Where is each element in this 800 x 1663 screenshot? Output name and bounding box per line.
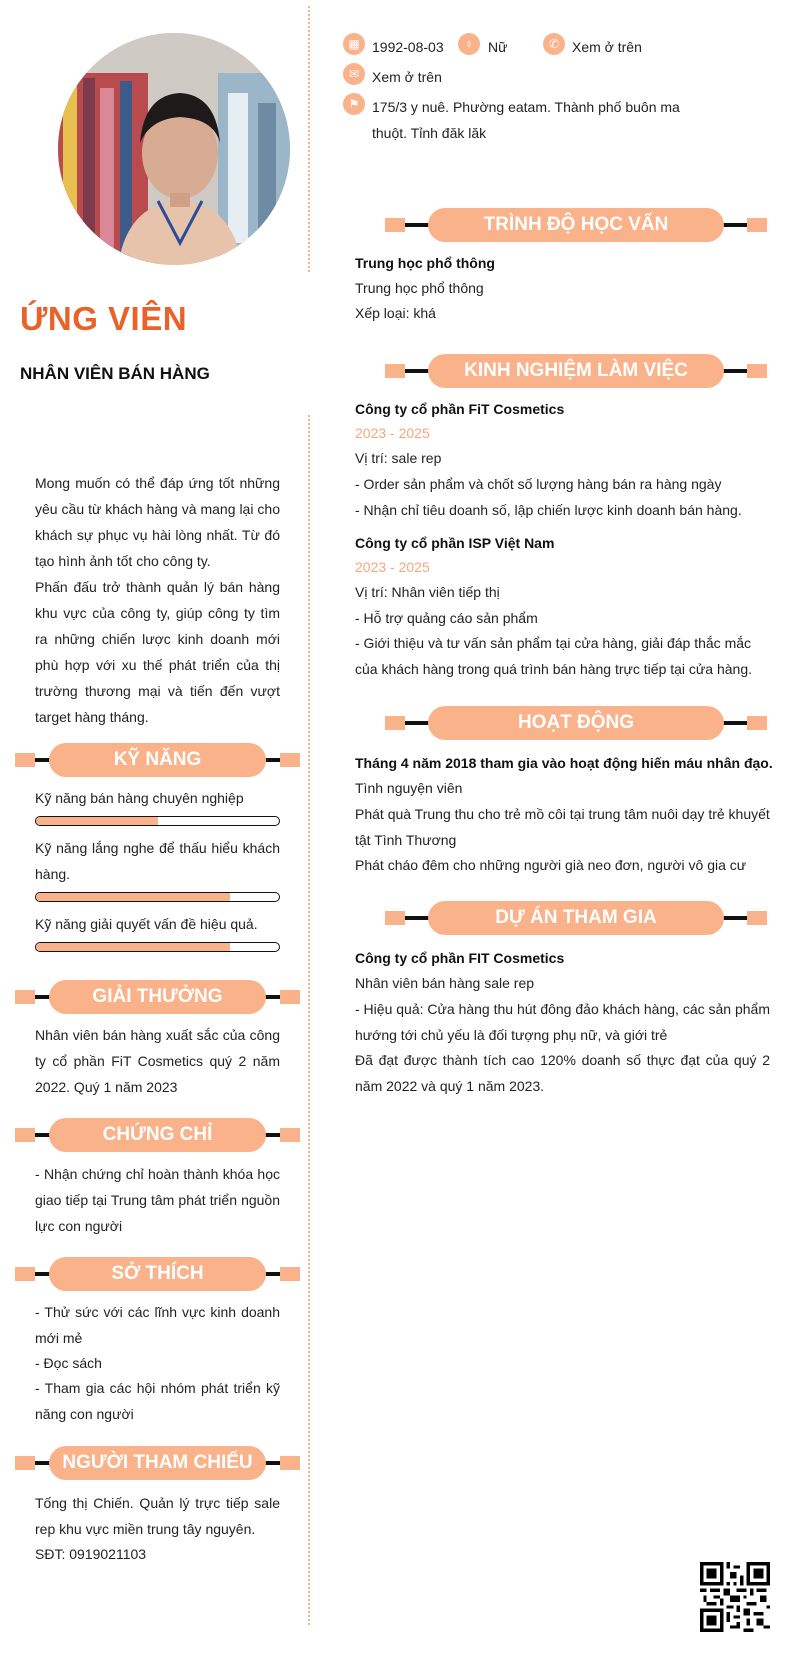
gender-value: Nữ (488, 39, 508, 55)
certificates-text: - Nhận chứng chỉ hoàn thành khóa học giao tiếp tại Trung tâm phát triển nguồn lực con người (35, 1166, 280, 1234)
project-role: Nhân viên bán hàng sale rep (355, 975, 535, 991)
candidate-name: ỨNG VIÊN (20, 300, 188, 337)
education-grade: Xếp loại: khá (355, 305, 436, 321)
qr-code[interactable] (700, 1562, 770, 1632)
experience-section-header (385, 354, 767, 388)
skill-bar (35, 892, 280, 902)
skill-bar-fill (36, 943, 230, 951)
career-objective (35, 470, 280, 730)
profile-photo (58, 33, 290, 265)
job-period: 2023 - 2025 (355, 425, 430, 441)
job-company: Công ty cổ phần FiT Cosmetics (355, 401, 565, 417)
activity-line: Tình nguyện viên (355, 780, 463, 796)
email-icon: ✉ (343, 63, 365, 85)
phone-value: Xem ở trên (572, 39, 642, 55)
activity-line: Phát quà Trung thu cho trẻ mồ côi tại trung tâm nuôi dạy trẻ khuyết tật Tình Thương (355, 806, 770, 848)
job-role: Vị trí: Nhân viên tiếp thị (355, 584, 500, 600)
objective-paragraph: Phấn đấu trở thành quản lý bán hàng khu vực của công ty, giúp công ty tìm ra những chiến lược kinh doanh mới phù hợp với xu thế phát triển của thị trường thương mại và tiến đến vượt target hàng tháng. (35, 579, 280, 725)
education-school: Trung học phổ thông (355, 255, 495, 271)
birthday-cake-icon: ▦ (343, 33, 365, 55)
references-title: NGƯỜI THAM CHIẾU (49, 1446, 266, 1480)
reference-text: Tống thị Chiến. Quản lý trực tiếp sale rep khu vực miền trung tây nguyên. (35, 1495, 280, 1537)
activities-section-header (385, 706, 767, 740)
profile-photo-graphic (58, 33, 290, 265)
skill-bar (35, 816, 280, 826)
education-major: Trung học phổ thông (355, 280, 484, 296)
location-icon: ⚑ (343, 93, 365, 115)
job-detail: - Nhận chỉ tiêu doanh số, lập chiến lược kinh doanh bán hàng. (355, 502, 742, 518)
skill-bar-fill (36, 817, 158, 825)
hobbies-title: SỞ THÍCH (49, 1257, 266, 1291)
job-period: 2023 - 2025 (355, 559, 430, 575)
references-section-header (15, 1446, 300, 1480)
phone-icon: ✆ (543, 33, 565, 55)
email-value: Xem ở trên (372, 69, 442, 85)
job-detail: - Order sản phẩm và chốt số lượng hàng bán ra hàng ngày (355, 476, 722, 492)
job-role: Vị trí: sale rep (355, 450, 442, 466)
project-detail: - Hiệu quả: Cửa hàng thu hút đông đảo khách hàng, các sản phẩm hướng tới chủ yếu là đối tượng phụ nữ, và giới trẻ (355, 1001, 770, 1043)
hobbies-section-header (15, 1257, 300, 1291)
candidate-position: NHÂN VIÊN BÁN HÀNG (20, 364, 210, 383)
reference-phone: SĐT: 0919021103 (35, 1546, 147, 1562)
skill-bar (35, 942, 280, 952)
job-detail: - Hỗ trợ quảng cáo sản phẩm (355, 610, 538, 626)
activities-title: HOẠT ĐỘNG (428, 706, 724, 740)
awards-title: GIẢI THƯỞNG (49, 980, 266, 1014)
activity-line: Phát cháo đêm cho những người già neo đơn, người vô gia cư (355, 857, 747, 873)
job-detail: - Giới thiệu và tư vấn sản phẩm tại cửa hàng, giải đáp thắc mắc của khách hàng trong quá trình bán hàng trực tiếp tại cửa hàng. (355, 635, 753, 677)
projects-title: DỰ ÁN THAM GIA (428, 901, 724, 935)
education-section-header (385, 208, 767, 242)
birthday-value: 1992-08-03 (372, 39, 444, 55)
experience-title: KINH NGHIỆM LÀM VIỆC (428, 354, 724, 388)
education-title: TRÌNH ĐỘ HỌC VẤN (428, 208, 724, 242)
gender-icon: ♀ (458, 33, 480, 55)
project-company: Công ty cổ phần FIT Cosmetics (355, 950, 565, 966)
projects-section-header (385, 901, 767, 935)
skill-label: Kỹ năng lắng nghe để thấu hiểu khách hàng. (35, 840, 280, 882)
objective-paragraph: Mong muốn có thể đáp ứng tốt những yêu cầu từ khách hàng và mang lại cho khách sự phục vụ hài lòng nhất. Từ đó tạo hình ảnh tốt cho công ty. (35, 475, 280, 569)
column-divider-bottom (308, 415, 310, 1625)
project-detail: Đã đạt được thành tích cao 120% doanh số thực đạt của quý 2 năm 2022 và quý 1 năm 2023. (355, 1052, 770, 1094)
hobby-item: - Đọc sách (35, 1355, 102, 1371)
job-company: Công ty cổ phần ISP Việt Nam (355, 535, 555, 551)
certificates-title: CHỨNG CHỈ (49, 1118, 266, 1152)
column-divider-top (308, 6, 310, 272)
skill-bar-fill (36, 893, 230, 901)
skill-label: Kỹ năng giải quyết vấn đề hiệu quả. (35, 916, 258, 932)
address-line-2: thuột. Tỉnh đăk lăk (372, 125, 487, 141)
address-line-1: 175/3 y nuê. Phường eatam. Thành phố buôn ma (372, 99, 680, 115)
skills-title: KỸ NĂNG (49, 743, 266, 777)
awards-text: Nhân viên bán hàng xuất sắc của công ty cổ phần FiT Cosmetics quý 2 năm 2022. Quý 1 năm 2023 (35, 1027, 280, 1095)
hobby-item: - Thử sức với các lĩnh vực kinh doanh mới mẻ (35, 1304, 280, 1346)
awards-section-header (15, 980, 300, 1014)
skill-label: Kỹ năng bán hàng chuyên nghiệp (35, 790, 244, 806)
hobby-item: - Tham gia các hội nhóm phát triển kỹ năng con người (35, 1380, 280, 1422)
skills-section-header (15, 743, 300, 777)
activity-heading: Tháng 4 năm 2018 tham gia vào hoạt động hiến máu nhân đạo. (355, 755, 773, 771)
certificates-section-header (15, 1118, 300, 1152)
